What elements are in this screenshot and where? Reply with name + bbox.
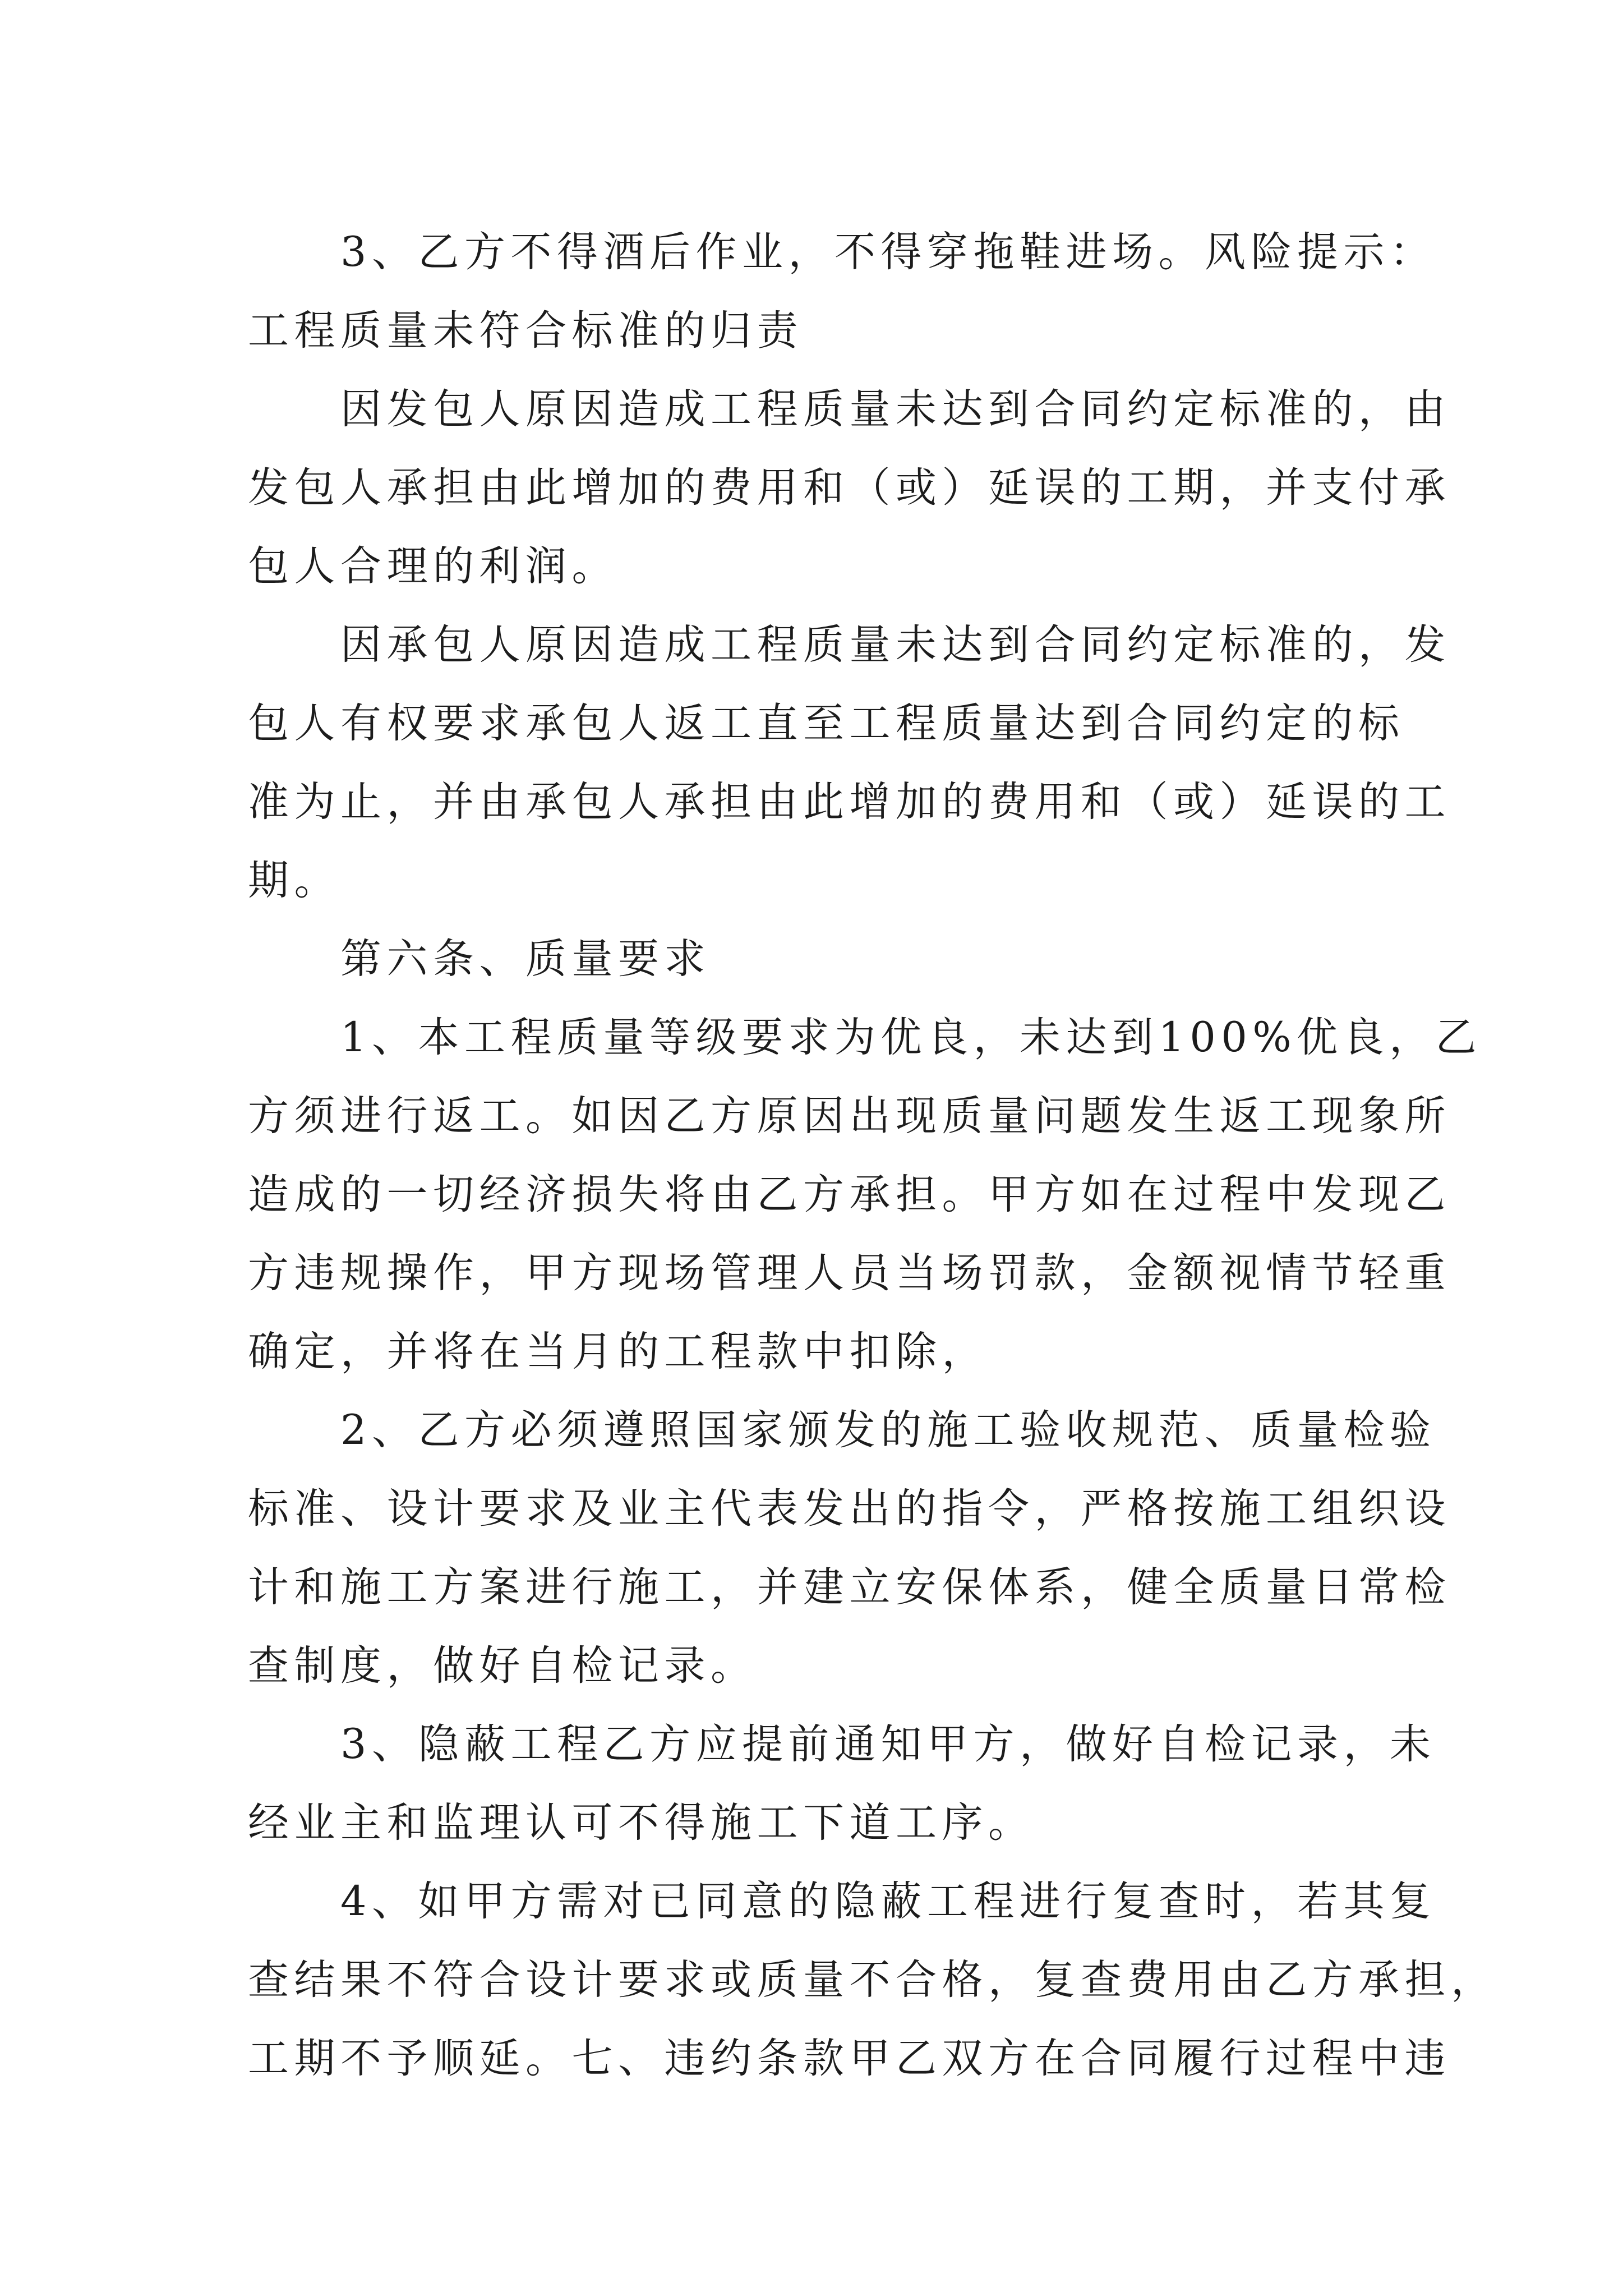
- text-line: 包人有权要求承包人返工直至工程质量达到合同约定的标: [248, 700, 1405, 747]
- text-line: 1、本工程质量等级要求为优良，未达到100%优良，乙: [340, 1014, 1482, 1061]
- text-line: 期。: [248, 857, 340, 904]
- text-line: 2、乙方必须遵照国家颁发的施工验收规范、质量检验: [340, 1406, 1436, 1454]
- text-line: 确定，并将在当月的工程款中扣除，: [248, 1328, 988, 1375]
- text-line: 方违规操作，甲方现场管理人员当场罚款，金额视情节轻重: [248, 1249, 1451, 1297]
- text-line: 包人合理的利润。: [248, 542, 618, 590]
- text-line: 标准、设计要求及业主代表发出的指令，严格按施工组织设: [248, 1485, 1451, 1533]
- text-line: 发包人承担由此增加的费用和（或）延误的工期，并支付承: [248, 464, 1451, 512]
- text-line: 因承包人原因造成工程质量未达到合同约定标准的，发: [340, 621, 1451, 669]
- text-line: 工期不予顺延。七、违约条款甲乙双方在合同履行过程中违: [248, 2035, 1451, 2082]
- text-line: 4、如甲方需对已同意的隐蔽工程进行复查时，若其复: [340, 1878, 1436, 1925]
- section-heading: 第六条、质量要求: [340, 935, 711, 983]
- text-line: 因发包人原因造成工程质量未达到合同约定标准的，由: [340, 385, 1451, 433]
- text-line: 3、乙方不得酒后作业，不得穿拖鞋进场。风险提示：: [340, 228, 1436, 276]
- text-line: 方须进行返工。如因乙方原因出现质量问题发生返工现象所: [248, 1092, 1451, 1140]
- text-line: 3、隐蔽工程乙方应提前通知甲方，做好自检记录，未: [340, 1720, 1436, 1768]
- text-line: 查制度，做好自检记录。: [248, 1642, 757, 1690]
- text-line: 计和施工方案进行施工，并建立安保体系，健全质量日常检: [248, 1563, 1451, 1611]
- document-body: [248, 213, 1497, 2098]
- text-line: 查结果不符合设计要求或质量不合格，复查费用由乙方承担，: [248, 1956, 1497, 2004]
- text-line: 造成的一切经济损失将由乙方承担。甲方如在过程中发现乙: [248, 1171, 1451, 1218]
- text-line: 准为止，并由承包人承担由此增加的费用和（或）延误的工: [248, 778, 1451, 826]
- text-line: 经业主和监理认可不得施工下道工序。: [248, 1799, 1035, 1847]
- text-line: 工程质量未符合标准的归责: [248, 307, 803, 355]
